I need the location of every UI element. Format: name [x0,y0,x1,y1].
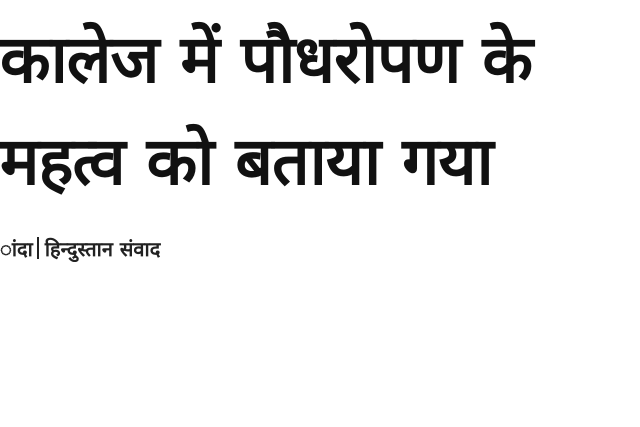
byline-divider [37,237,39,259]
byline-place: ांदा [0,236,33,261]
byline-source: हिन्दुस्तान संवाद [44,236,161,261]
headline-line-1: कालेज में पौधरोपण के [0,21,533,98]
headline-line-2: महत्व को बताया गया [0,123,493,200]
byline [0,234,310,262]
